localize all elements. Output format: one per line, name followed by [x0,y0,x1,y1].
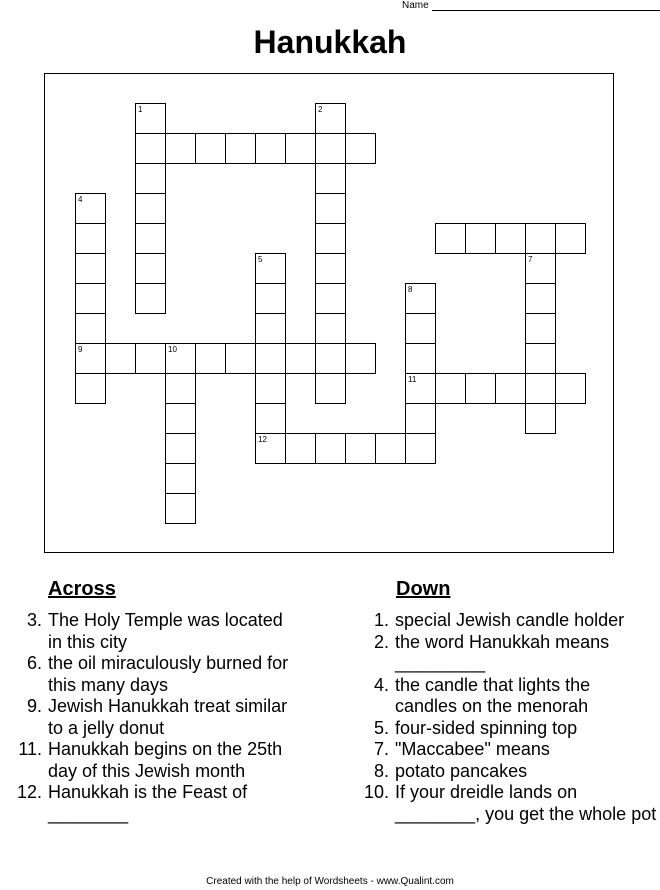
clue-item-number: 1. [373,610,389,630]
grid-cell[interactable] [315,283,346,314]
grid-cell[interactable] [135,103,166,134]
grid-cell[interactable] [495,223,526,254]
grid-cell[interactable] [75,343,106,374]
grid-cell[interactable] [165,433,196,464]
grid-cell[interactable] [255,313,286,344]
grid-cell[interactable] [525,223,556,254]
down-clues [350,610,657,825]
grid-cell[interactable] [405,433,436,464]
clue-item-text: Hanukkah is the Feast of ________ [48,782,248,824]
clue-number: 9 [78,345,83,354]
clue-item [350,761,657,783]
grid-cell[interactable] [345,133,376,164]
grid-cell[interactable] [165,403,196,434]
clue-item-text: the candle that lights the candles on the menorah [395,674,591,716]
clue-number: 7 [528,255,533,264]
clue-item-text: Hanukkah begins on the 25th day of this Jewish month [48,739,283,781]
grid-cell[interactable] [435,373,466,404]
clue-item [14,653,300,696]
grid-cell[interactable] [135,223,166,254]
across-clues [14,610,300,825]
grid-cell[interactable] [495,373,526,404]
grid-cell[interactable] [315,343,346,374]
grid-cell[interactable] [315,373,346,404]
grid-cell[interactable] [555,223,586,254]
clue-item [350,782,657,825]
clue-item-number: 7. [373,739,389,759]
clue-number: 5 [258,255,263,264]
clue-number: 2 [318,105,323,114]
grid-cell[interactable] [75,283,106,314]
clue-item [350,610,657,632]
grid-cell[interactable] [315,193,346,224]
grid-cell[interactable] [165,343,196,374]
grid-cell[interactable] [255,433,286,464]
grid-cell[interactable] [525,403,556,434]
clue-item-text: four-sided spinning top [395,717,578,738]
clue-item [350,632,657,675]
grid-cell[interactable] [195,343,226,374]
grid-cell[interactable] [135,253,166,284]
grid-cell[interactable] [75,193,106,224]
name-underline [432,10,660,11]
grid-cell[interactable] [375,433,406,464]
clue-item-number: 12. [16,782,42,802]
footer-credit: Created with the help of Wordsheets - www.Qualint.com [206,876,454,887]
grid-cell[interactable] [345,433,376,464]
clue-item-text: potato pancakes [395,760,528,781]
grid-cell[interactable] [225,343,256,374]
grid-cell[interactable] [345,343,376,374]
grid-cell[interactable] [255,373,286,404]
clue-item [14,782,300,825]
grid-cell[interactable] [315,433,346,464]
clue-item-text: "Maccabee" means [395,739,550,759]
grid-cell[interactable] [315,133,346,164]
grid-cell[interactable] [75,223,106,254]
clue-number: 12 [258,435,267,444]
grid-cell[interactable] [285,133,316,164]
clue-number: 10 [168,345,177,354]
grid-cell[interactable] [135,133,166,164]
clue-item [14,739,300,782]
grid-cell[interactable] [135,193,166,224]
grid-cell[interactable] [135,283,166,314]
clue-item-number: 10. [363,782,389,802]
clue-number: 4 [78,195,83,204]
grid-cell[interactable] [465,223,496,254]
grid-cell[interactable] [105,343,136,374]
name-field[interactable] [402,0,429,12]
grid-cell[interactable] [315,223,346,254]
grid-cell[interactable] [75,313,106,344]
grid-cell[interactable] [255,283,286,314]
clue-item-number: 5. [373,717,389,738]
grid-cell[interactable] [255,343,286,374]
across-heading: Across [48,578,116,600]
clue-number: 11 [408,375,417,384]
clue-item [14,610,300,653]
clue-item [14,696,300,739]
clue-item [350,739,657,761]
grid-cell[interactable] [255,253,286,284]
grid-cell[interactable] [285,343,316,374]
grid-cell[interactable] [75,373,106,404]
clue-item-number: 9. [26,696,42,716]
grid-cell[interactable] [255,403,286,434]
grid-cell[interactable] [405,343,436,374]
clue-item [350,718,657,740]
grid-cell[interactable] [165,133,196,164]
grid-cell[interactable] [75,253,106,284]
clue-item-number: 4. [373,674,389,695]
grid-cell[interactable] [525,343,556,374]
clue-item-number: 6. [26,653,42,673]
down-heading: Down [396,578,451,600]
clue-item-text: The Holy Temple was located in this city [48,610,283,652]
grid-cell[interactable] [315,103,346,134]
grid-cell[interactable] [315,253,346,284]
grid-cell[interactable] [195,133,226,164]
grid-cell[interactable] [525,373,556,404]
grid-cell[interactable] [225,133,256,164]
grid-cell[interactable] [405,283,436,314]
clue-item-text: If your dreidle lands on ________, you get the whole pot [395,782,657,824]
clue-item-number: 8. [373,760,389,781]
clue-item [350,675,657,718]
grid-cell[interactable] [405,373,436,404]
clue-number: 1 [138,105,143,114]
clue-number: 8 [408,285,413,294]
page-title: Hanukkah [253,24,407,60]
grid-cell[interactable] [165,463,196,494]
grid-cell[interactable] [255,133,286,164]
grid-cell[interactable] [555,373,586,404]
name-label: Name [402,0,429,11]
grid-cell[interactable] [165,493,196,524]
grid-cell[interactable] [315,313,346,344]
clue-item-number: 11. [18,739,42,759]
grid-cell[interactable] [525,313,556,344]
grid-cell[interactable] [525,253,556,284]
grid-cell[interactable] [135,163,166,194]
grid-cell[interactable] [405,403,436,434]
clue-item-text: Jewish Hanukkah treat similar to a jelly donut [48,696,288,738]
grid-cell[interactable] [435,223,466,254]
clue-item-number: 2. [373,631,389,652]
grid-cell[interactable] [315,163,346,194]
clue-item-text: the oil miraculously burned for this many days [48,653,289,695]
grid-cell[interactable] [525,283,556,314]
clue-item-number: 3. [26,610,42,630]
grid-cell[interactable] [285,433,316,464]
grid-cell[interactable] [135,343,166,374]
grid-cell[interactable] [165,373,196,404]
clue-item-text: the word Hanukkah means _________ [395,631,610,673]
grid-cell[interactable] [405,313,436,344]
grid-cell[interactable] [465,373,496,404]
clue-item-text: special Jewish candle holder [395,610,625,630]
